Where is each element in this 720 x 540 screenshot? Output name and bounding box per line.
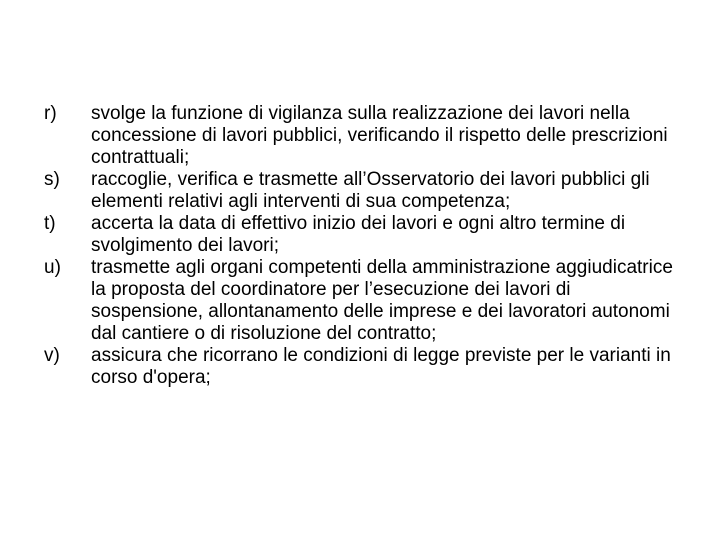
list-item [44,103,684,169]
list-item [44,345,684,389]
list-item [44,257,684,345]
list-marker: s) [44,169,60,190]
list-item-text: raccoglie, verifica e trasmette all’Osservatorio dei lavori pubblici gli elementi relativi agli interventi di sua competenza; [91,169,650,212]
list-item [44,213,684,257]
list-item-text: trasmette agli organi competenti della amministrazione aggiudicatrice la proposta del coordinatore per l’esecuzione dei lavori di sospensione, allontanamento delle imprese e dei lavoratori autonomi dal cantiere o di risoluzione del contratto; [91,257,673,344]
list-marker: t) [44,213,56,234]
list-marker: r) [44,103,57,124]
list-item-text: svolge la funzione di vigilanza sulla realizzazione dei lavori nella concessione di lavori pubblici, verificando il rispetto delle prescrizioni contrattuali; [91,103,668,168]
duties-list [44,103,684,389]
list-marker: u) [44,257,61,278]
list-marker: v) [44,345,60,366]
list-item-text: accerta la data di effettivo inizio dei lavori e ogni altro termine di svolgimento dei lavori; [91,213,626,256]
list-item [44,169,684,213]
list-item-text: assicura che ricorrano le condizioni di legge previste per le varianti in corso d'opera; [91,345,671,388]
